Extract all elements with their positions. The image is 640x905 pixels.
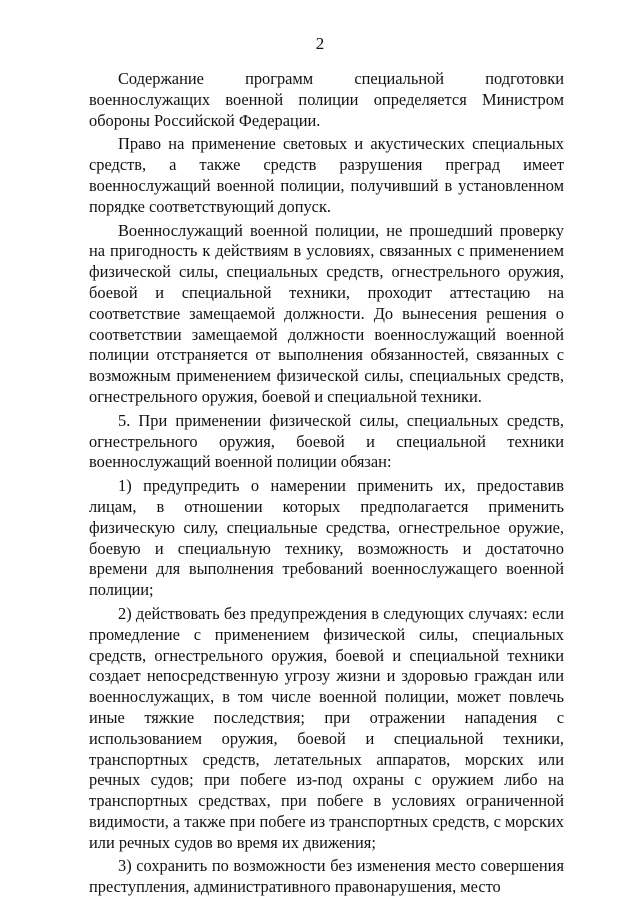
paragraph-subitem-2: 2) действовать без предупреждения в следующих случаях: если промедление с применением физической силы, специальных средств, огнестрельного оружия, боевой и специальной техники создает непосредственную угрозу жизни и здоровью граждан или военнослужащих, в том числе военной полиции, может повлечь иные тяжкие последствия; при отражении нападения с использованием оружия, боевой и специальной техники, транспортных средств, летательных аппаратов, морских или речных судов; при побеге из-под охраны с оружием либо на транспортных средствах, при побеге в условиях ограниченной видимости, а также при побеге из транспортных средств, с морских или речных судов во время их движения; <box>89 603 564 852</box>
paragraph-item-5: 5. При применении физической силы, специальных средств, огнестрельного оружия, боевой и специальной техники военнослужащий военной полиции обязан: <box>89 410 564 472</box>
paragraph-training-content: Содержание программ специальной подготовки военнослужащих военной полиции определяется Министром обороны Российской Федерации. <box>89 69 564 130</box>
paragraph-special-means-right: Право на применение световых и акустических специальных средств, а также средств разрушения преград имеет военнослужащий военной полиции, получивший в установленном порядке соответствующий допуск. <box>89 134 564 216</box>
document-body <box>89 69 564 901</box>
paragraph-subitem-3: 3) сохранить по возможности без изменения место совершения преступления, административного правонарушения, место <box>89 856 564 897</box>
paragraph-subitem-1: 1) предупредить о намерении применить их, предоставив лицам, в отношении которых предполагается применить физическую силу, специальные средства, огнестрельное оружие, боевую и специальную технику, возможность и достаточно времени для выполнения требований военнослужащего военной полиции; <box>89 476 564 600</box>
paragraph-attestation: Военнослужащий военной полиции, не прошедший проверку на пригодность к действиям в условиях, связанных с применением физической силы, специальных средств, огнестрельного оружия, боевой и специальной техники, проходит аттестацию на соответствие замещаемой должности. До вынесения решения о соответствии замещаемой должности военнослужащий военной полиции отстраняется от выполнения обязанностей, связанных с возможным применением физической силы, специальных средств, огнестрельного оружия, боевой и специальной техники. <box>89 220 564 406</box>
page-number: 2 <box>315 34 325 53</box>
